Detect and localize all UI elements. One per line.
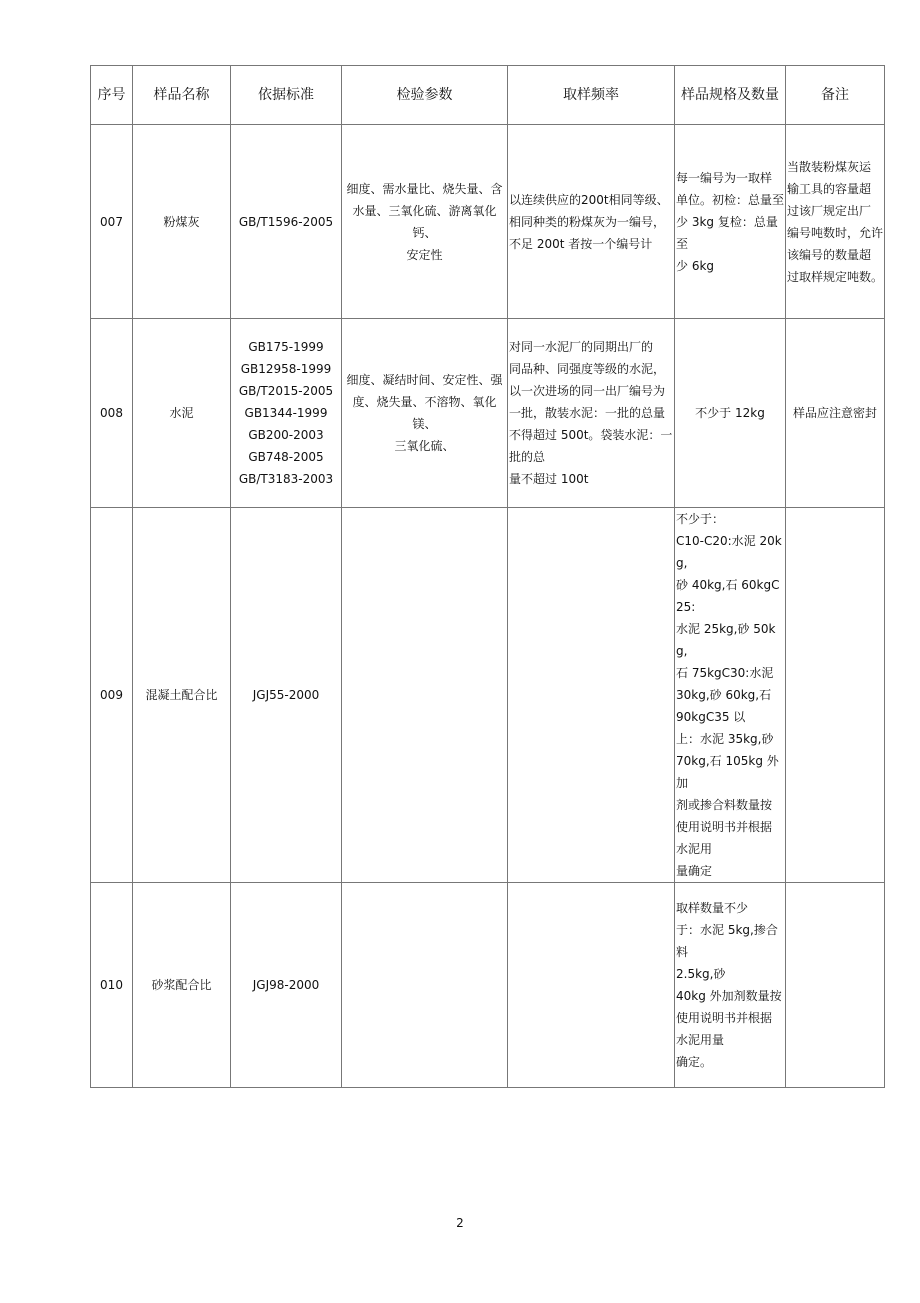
cell-spec-line: 石 75kgC30:水泥: [676, 666, 774, 680]
header-cell-no: 序号: [91, 66, 133, 125]
inspection-table-container: [90, 65, 884, 1088]
cell-frequency: [508, 883, 675, 1088]
cell-spec-line: 使用说明书并根据: [676, 1011, 773, 1025]
cell-note: [786, 883, 885, 1088]
cell-params-line: 细度、需水量比、烧失量、含: [346, 181, 503, 196]
cell-standard-line: GB/T1596-2005: [238, 214, 334, 229]
cell-frequency-line: 量不超过 100t: [509, 472, 589, 486]
cell-spec-line: 量确定: [676, 864, 713, 878]
cell-sample-name: 混凝土配合比: [133, 508, 231, 883]
cell-standard: [231, 508, 342, 883]
cell-frequency-line: 不得超过 500t。袋装水泥：一: [509, 428, 673, 442]
cell-standard-line: GB/T3183-2003: [238, 472, 334, 486]
cell-spec-line: 确定。: [676, 1055, 713, 1069]
cell-params: [342, 508, 508, 883]
cell-note-line: 样品应注意密封: [792, 406, 877, 420]
header-cell-frequency: 取样频率: [508, 66, 675, 125]
cell-spec-line: 少 3kg 复检：总量至: [676, 214, 778, 251]
cell-spec: [675, 508, 786, 883]
cell-spec-line: 上：水泥 35kg,砂: [676, 732, 774, 746]
cell-standard-line: GB/T2015-2005: [238, 384, 334, 398]
cell-spec-line: C10-C20:水泥 20kg,: [676, 534, 782, 570]
cell-note-line: 该编号的数量超: [787, 247, 872, 262]
cell-frequency-line: 不足 200t 者按一个编号计: [509, 236, 653, 251]
cell-spec: [675, 883, 786, 1088]
cell-note: [786, 319, 885, 508]
cell-frequency-line: 批的总: [509, 450, 546, 464]
cell-no: 009: [91, 508, 133, 883]
cell-spec-line: 单位。初检：总量至: [676, 192, 785, 207]
cell-spec-line: 砂 40kg,石 60kgC25:: [676, 578, 780, 614]
cell-spec-line: 剂或掺合料数量按: [676, 798, 773, 812]
cell-standard-line: GB175-1999: [248, 340, 324, 354]
cell-params-line: 细度、凝结时间、安定性、强: [346, 373, 503, 387]
cell-standard-line: GB1344-1999: [244, 406, 328, 420]
cell-spec-line: 取样数量不少: [676, 901, 749, 915]
cell-standard: [231, 883, 342, 1088]
cell-standard: [231, 319, 342, 508]
cell-no: 007: [91, 125, 133, 319]
cell-standard-line: JGJ55-2000: [252, 688, 320, 702]
page-number: 2: [456, 1216, 464, 1230]
cell-frequency-line: 一批，散装水泥：一批的总量: [509, 406, 666, 420]
cell-standard-line: GB200-2003: [248, 428, 324, 442]
cell-spec: [675, 319, 786, 508]
cell-standard-line: GB748-2005: [248, 450, 324, 464]
cell-params: [342, 883, 508, 1088]
cell-no: 008: [91, 319, 133, 508]
header-cell-name: 样品名称: [133, 66, 231, 125]
cell-note-line: 输工具的容量超: [787, 181, 872, 196]
table-row: [91, 125, 885, 319]
cell-params-line: 度、烧失量、不溶物、氧化镁、: [352, 395, 497, 431]
cell-frequency: [508, 508, 675, 883]
table-row: [91, 508, 885, 883]
cell-frequency-line: 以一次进场的同一出厂编号为: [509, 384, 666, 398]
inspection-table: [90, 65, 885, 1088]
cell-params-line: 水量、三氧化硫、游离氧化钙、: [352, 203, 497, 240]
cell-frequency: [508, 125, 675, 319]
cell-no: 010: [91, 883, 133, 1088]
cell-params: [342, 319, 508, 508]
cell-frequency-line: 相同种类的粉煤灰为一编号，: [509, 214, 666, 229]
cell-spec-line: 不少于 12kg: [695, 406, 765, 420]
cell-spec-line: 水泥用量: [676, 1033, 725, 1047]
cell-spec-line: 水泥 25kg,砂 50kg,: [676, 622, 776, 658]
cell-spec-line: 每一编号为一取样: [676, 170, 773, 185]
cell-params-line: 三氧化硫、: [394, 439, 455, 453]
cell-spec-line: 40kg 外加剂数量按: [676, 989, 782, 1003]
cell-frequency-line: 以连续供应的200t相同等级、: [509, 192, 669, 207]
header-cell-params: 检验参数: [342, 66, 508, 125]
cell-params-line: 安定性: [406, 247, 443, 262]
header-cell-spec: 样品规格及数量: [675, 66, 786, 125]
cell-spec-line: 使用说明书并根据: [676, 820, 773, 834]
table-row: [91, 883, 885, 1088]
cell-frequency-line: 同品种、同强度等级的水泥，: [509, 362, 666, 376]
cell-spec-line: 2.5kg,砂: [676, 967, 726, 981]
cell-frequency-line: 对同一水泥厂的同期出厂的: [509, 340, 654, 354]
header-cell-note: 备注: [786, 66, 885, 125]
cell-sample-name: 水泥: [133, 319, 231, 508]
cell-params: [342, 125, 508, 319]
cell-standard-line: GB12958-1999: [240, 362, 332, 376]
cell-note-line: 过取样规定吨数。: [787, 269, 884, 284]
cell-note-line: 编号吨数时，允许: [787, 225, 884, 240]
cell-spec-line: 30kg,砂 60kg,石: [676, 688, 772, 702]
cell-sample-name: 砂浆配合比: [133, 883, 231, 1088]
header-row: [91, 66, 885, 125]
cell-sample-name: 粉煤灰: [133, 125, 231, 319]
cell-spec-line: 于：水泥 5kg,掺合料: [676, 923, 778, 959]
cell-spec-line: 70kg,石 105kg 外加: [676, 754, 779, 790]
cell-note: [786, 125, 885, 319]
cell-spec-line: 少 6kg: [676, 258, 715, 273]
cell-note-line: 当散装粉煤灰运: [787, 159, 872, 174]
cell-spec-line: 不少于：: [676, 512, 725, 526]
table-row: [91, 319, 885, 508]
cell-standard-line: JGJ98-2000: [252, 978, 320, 992]
cell-standard: [231, 125, 342, 319]
header-cell-standard: 依据标准: [231, 66, 342, 125]
cell-spec-line: 90kgC35 以: [676, 710, 746, 724]
cell-note-line: 过该厂规定出厂: [787, 203, 872, 218]
cell-note: [786, 508, 885, 883]
cell-spec: [675, 125, 786, 319]
cell-spec-line: 水泥用: [676, 842, 713, 856]
cell-frequency: [508, 319, 675, 508]
